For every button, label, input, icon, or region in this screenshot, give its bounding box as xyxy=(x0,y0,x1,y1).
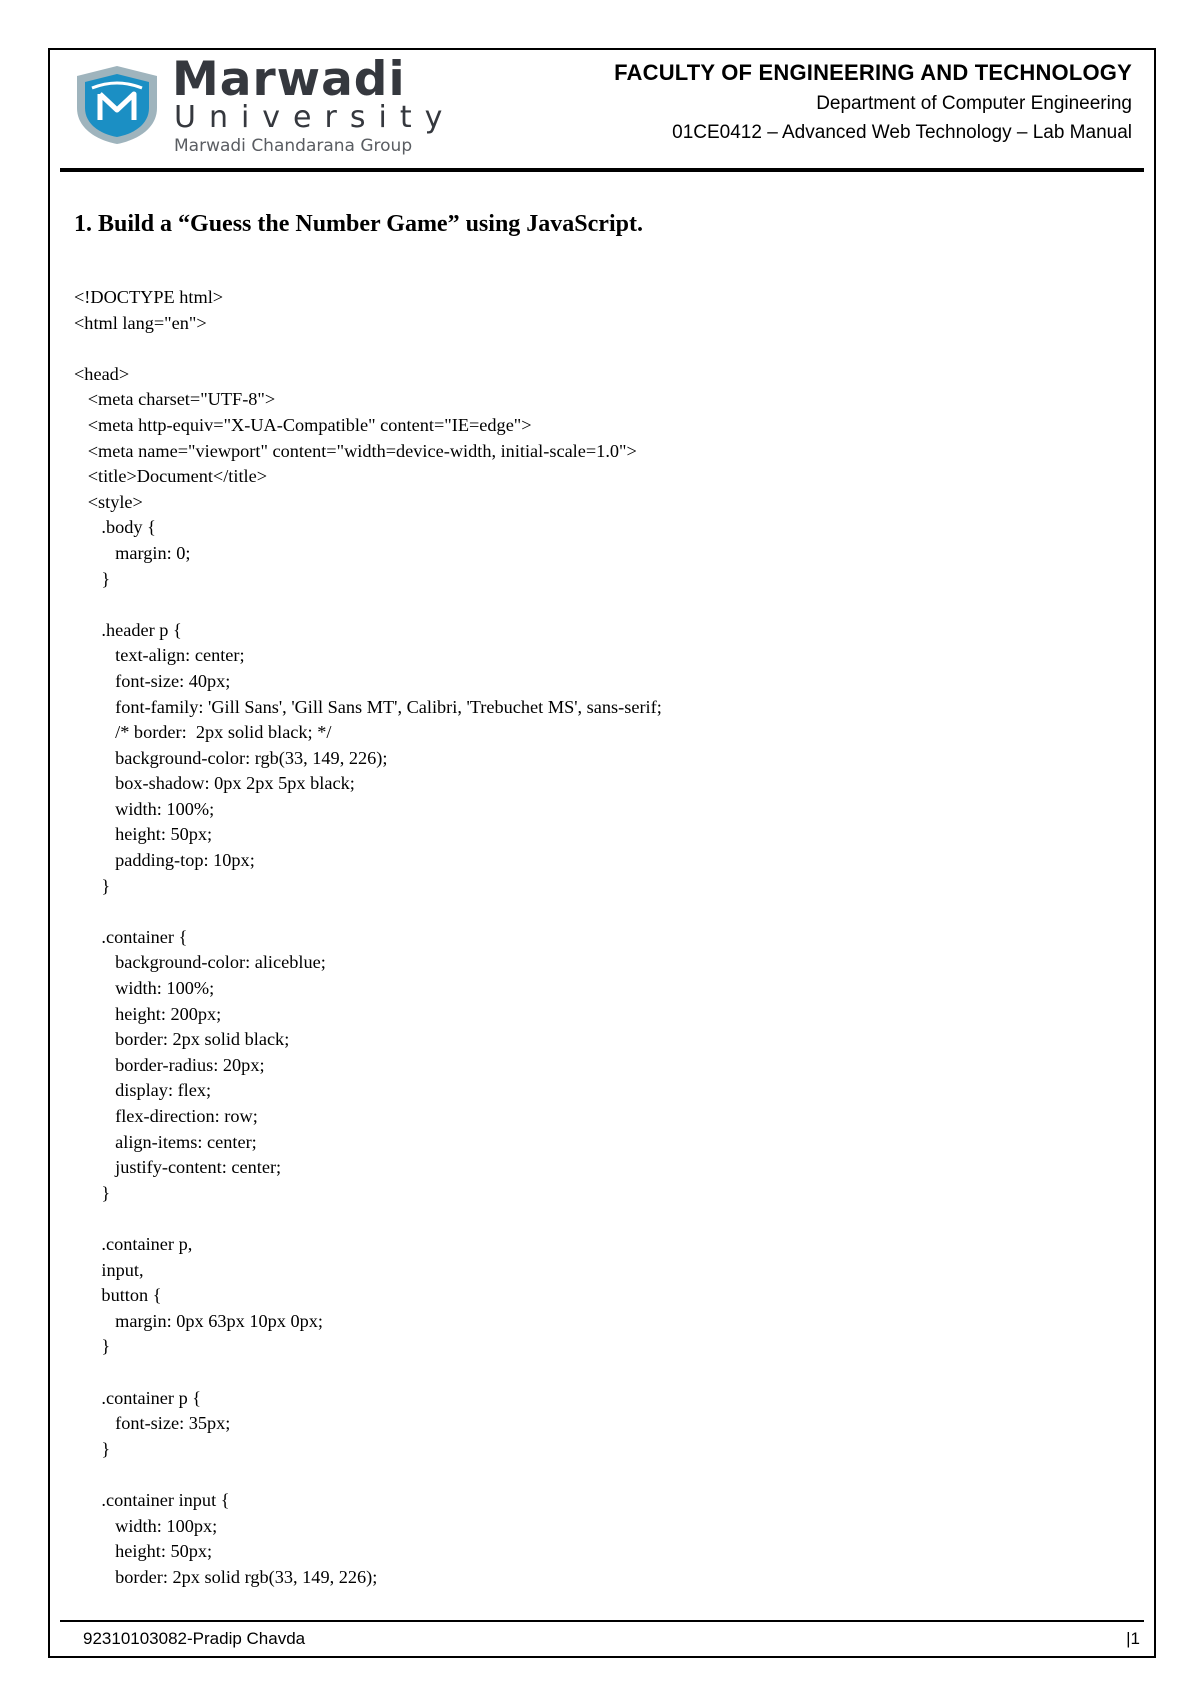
code-line: border: 2px solid black; xyxy=(74,1029,290,1050)
code-line: <!DOCTYPE html> xyxy=(74,287,224,307)
code-line: /* border: 2px solid black; */ xyxy=(74,722,332,743)
code-line: justify-content: center; xyxy=(74,1157,282,1178)
code-line: <style> xyxy=(74,491,143,512)
code-line xyxy=(74,336,662,362)
code-line: margin: 0; xyxy=(74,542,191,563)
code-line: margin: 0px 63px 10px 0px; xyxy=(74,1310,323,1331)
header-divider xyxy=(60,168,1144,172)
code-line: <title>Document</title> xyxy=(74,466,268,487)
code-line xyxy=(74,1360,662,1386)
code-line xyxy=(74,1206,662,1232)
course-title: 01CE0412 – Advanced Web Technology – Lab Manual xyxy=(672,122,1132,143)
code-line: <meta name="viewport" content="width=device-width, initial-scale=1.0"> xyxy=(74,440,637,461)
code-line: } xyxy=(74,1438,111,1459)
code-line: } xyxy=(74,875,111,896)
code-line: flex-direction: row; xyxy=(74,1106,258,1126)
code-line: <html lang="en"> xyxy=(74,312,207,333)
code-line: .container { xyxy=(74,926,188,947)
code-line xyxy=(74,899,662,925)
code-listing xyxy=(74,285,662,1590)
document-header xyxy=(614,62,1132,142)
code-line: input, xyxy=(74,1259,144,1280)
code-line: text-align: center; xyxy=(74,645,245,666)
code-line: font-family: 'Gill Sans', 'Gill Sans MT', Calibri, 'Trebuchet MS', sans-serif; xyxy=(74,696,662,717)
department-name: Department of Computer Engineering xyxy=(816,93,1132,114)
code-line: } xyxy=(74,1182,111,1203)
code-line: width: 100px; xyxy=(74,1515,218,1536)
code-line: button { xyxy=(74,1285,162,1306)
footer-divider xyxy=(60,1620,1144,1622)
shield-icon xyxy=(74,64,160,146)
code-line: height: 50px; xyxy=(74,1541,213,1562)
question-title: 1. Build a “Guess the Number Game” using JavaScript. xyxy=(74,211,643,237)
code-line: border-radius: 20px; xyxy=(74,1054,265,1075)
code-line: <head> xyxy=(74,363,130,384)
brand-subtitle: University xyxy=(174,100,456,135)
code-line: padding-top: 10px; xyxy=(74,850,255,871)
code-line: font-size: 35px; xyxy=(74,1413,231,1434)
code-line: .container p, xyxy=(74,1233,193,1254)
code-line: width: 100%; xyxy=(74,978,215,999)
code-line: display: flex; xyxy=(74,1080,212,1101)
code-line: } xyxy=(74,568,111,589)
code-line: .container input { xyxy=(74,1489,230,1510)
code-line: width: 100%; xyxy=(74,798,215,819)
code-line: <meta http-equiv="X-UA-Compatible" content="IE=edge"> xyxy=(74,414,532,435)
faculty-name: FACULTY OF ENGINEERING AND TECHNOLOGY xyxy=(614,60,1132,85)
page-number: |1 xyxy=(1126,1629,1140,1648)
student-id: 92310103082-Pradip Chavda xyxy=(83,1629,306,1648)
code-line: <meta charset="UTF-8"> xyxy=(74,389,276,410)
university-logo xyxy=(74,52,456,160)
code-line: .container p { xyxy=(74,1387,202,1408)
code-line: background-color: aliceblue; xyxy=(74,952,326,973)
code-line: } xyxy=(74,1336,111,1357)
code-line: border: 2px solid rgb(33, 149, 226); xyxy=(74,1566,378,1587)
brand-name: Marwadi xyxy=(172,52,406,107)
code-line: align-items: center; xyxy=(74,1131,257,1152)
code-line: .body { xyxy=(74,517,156,538)
code-line: background-color: rgb(33, 149, 226); xyxy=(74,747,388,768)
code-line xyxy=(74,1462,662,1488)
code-line: box-shadow: 0px 2px 5px black; xyxy=(74,773,355,794)
code-line: height: 50px; xyxy=(74,824,213,845)
brand-group: Marwadi Chandarana Group xyxy=(174,136,413,156)
code-line: font-size: 40px; xyxy=(74,670,231,691)
code-line: height: 200px; xyxy=(74,1003,222,1024)
code-line xyxy=(74,592,662,618)
code-line: .header p { xyxy=(74,619,182,640)
